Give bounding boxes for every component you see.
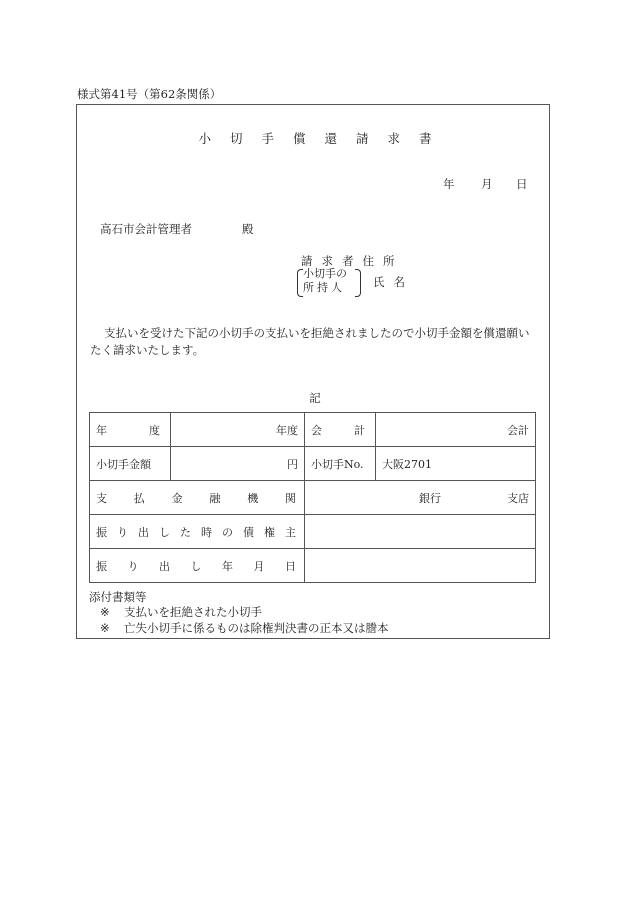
fiscal-year-label-char2: 度: [149, 423, 160, 437]
label-char: 出: [159, 559, 170, 573]
attachment-item: [100, 604, 262, 620]
request-statement: 支払いを受けた下記の小切手の支払いを拒絶されましたので小切手金額を償還願いたく請求いたします。: [90, 326, 530, 357]
financial-institution-field[interactable]: [305, 481, 536, 515]
label-char: 振: [96, 525, 107, 539]
label-char: 月: [253, 559, 265, 573]
branch-unit: 支店: [507, 491, 529, 505]
label-char: 金: [171, 491, 183, 505]
label-char: 支: [96, 491, 107, 505]
label-char: た: [180, 525, 191, 539]
left-bracket: [297, 269, 303, 297]
label-char: 機: [247, 491, 259, 505]
attachment-item-text: 亡失小切手に係るものは除権判決書の正本又は謄本: [124, 621, 389, 635]
check-holder-line2: 所持人: [303, 281, 345, 294]
reference-mark: ※: [100, 621, 110, 635]
table-row: [90, 413, 536, 447]
account-label-char2: 計: [354, 423, 365, 437]
account-unit: 会計: [507, 423, 529, 437]
label-char: 権: [264, 525, 275, 539]
issue-date-label: [90, 549, 305, 583]
account-field[interactable]: [376, 413, 536, 447]
attachment-item: [100, 620, 389, 636]
check-amount-label: 小切手金額: [90, 447, 171, 481]
date-year-label: 年: [443, 177, 455, 191]
creditor-at-issuance-field[interactable]: [305, 515, 536, 549]
check-holder-line1: 小切手の: [303, 267, 347, 280]
date-month-label: 月: [481, 177, 493, 191]
claimant-address-label: 請求者住所: [301, 254, 404, 268]
check-number-label: 小切手No.: [305, 447, 376, 481]
table-row: [90, 447, 536, 481]
label-char: り: [117, 525, 128, 539]
label-char: 振: [96, 559, 107, 573]
table-row: [90, 549, 536, 583]
label-char: 日: [285, 559, 296, 573]
label-char: 関: [284, 491, 296, 505]
label-char: の: [222, 525, 233, 539]
attachment-item-text: 支払いを拒絶された小切手: [124, 605, 262, 619]
account-label-char1: 会: [311, 423, 322, 437]
issue-date-field[interactable]: [305, 549, 536, 583]
label-char: し: [190, 559, 202, 573]
label-char: 時: [201, 525, 212, 539]
attachments-heading: 添付書類等: [89, 590, 147, 604]
check-amount-field[interactable]: [171, 447, 305, 481]
label-char: 債: [243, 525, 254, 539]
fiscal-year-field[interactable]: [171, 413, 305, 447]
financial-institution-label: [90, 481, 305, 515]
details-table: [89, 412, 536, 583]
creditor-at-issuance-label: [90, 515, 305, 549]
table-row: [90, 515, 536, 549]
fiscal-year-label-char1: 年: [96, 423, 107, 437]
right-bracket: [355, 269, 361, 297]
label-char: し: [159, 525, 170, 539]
label-char: 年: [222, 559, 233, 573]
addressee: 高石市会計管理者: [100, 222, 192, 236]
ki-heading: 記: [309, 391, 321, 405]
claimant-name-label: 氏名: [373, 275, 414, 289]
label-char: 払: [133, 491, 145, 505]
label-char: り: [127, 559, 139, 573]
label-char: 出: [138, 525, 149, 539]
check-number-value[interactable]: 大阪2701: [376, 447, 536, 481]
label-char: 融: [209, 491, 221, 505]
document-title: 小切手償還請求書: [198, 131, 451, 146]
check-holder-label: [303, 267, 357, 295]
reference-mark: ※: [100, 605, 110, 619]
date-day-label: 日: [516, 177, 528, 191]
yen-unit: 円: [287, 457, 298, 471]
addressee-honorific: 殿: [242, 222, 254, 236]
account-label: [305, 413, 376, 447]
table-row: [90, 481, 536, 515]
fiscal-year-label: [90, 413, 171, 447]
label-char: 主: [285, 525, 296, 539]
bank-unit: 銀行: [419, 491, 441, 505]
form-number-label: 様式第41号（第62条関係）: [77, 87, 222, 101]
fiscal-year-unit: 年度: [276, 423, 298, 437]
